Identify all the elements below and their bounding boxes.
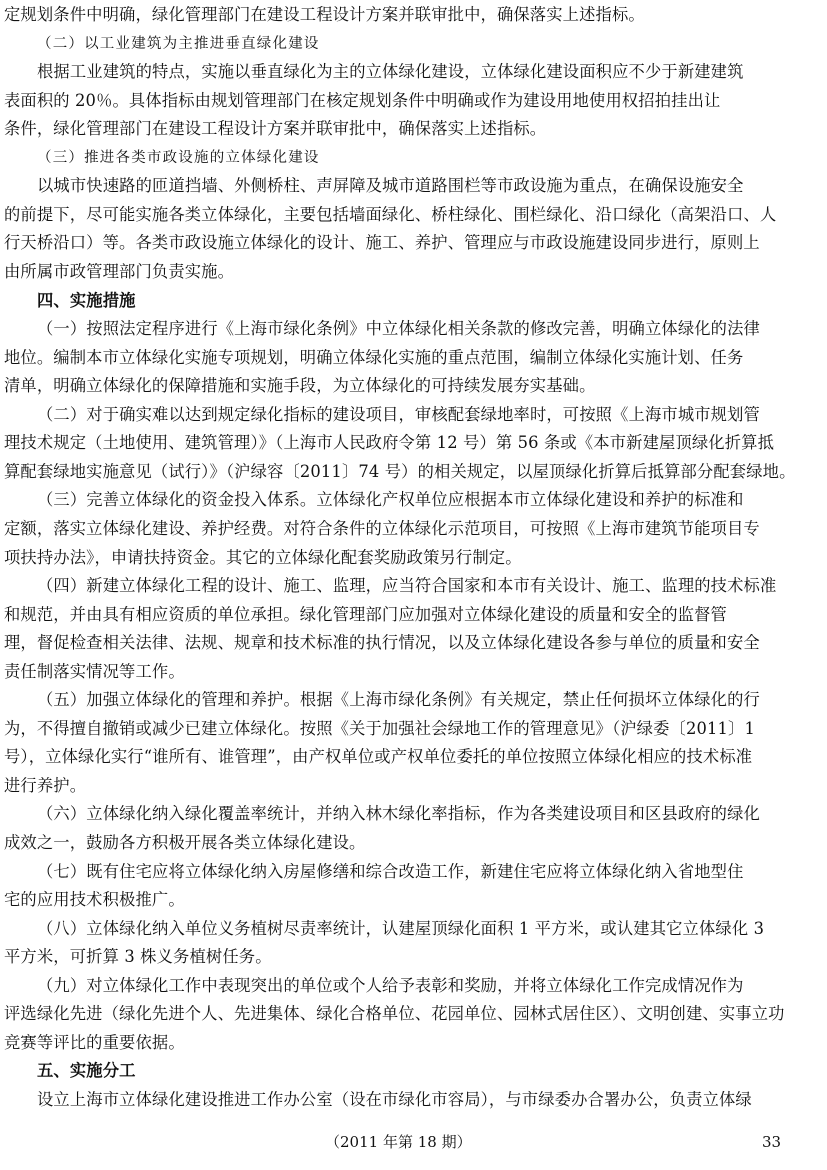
text-line: 责任制落实情况等工作。 [4, 661, 185, 681]
text-line: 进行养护。 [4, 775, 87, 795]
text-line: 理技术规定（土地使用、建筑管理）》（上海市人民政府令第 12 号）第 56 条或《本市新建屋顶绿化折算抵 [4, 433, 775, 453]
text-line: 成效之一，鼓励各方积极开展各类立体绿化建设。 [4, 833, 366, 852]
text-line: 以城市快速路的匝道挡墙、外侧桥柱、声屏障及城市道路围栏等市政设施为重点，在确保设施安全 [37, 176, 744, 196]
text-line: 地位。编制本市立体绿化实施专项规划，明确立体绿化实施的重点范围，编制立体绿化实施计划、任务 [4, 347, 744, 367]
text-line: 定规划条件中明确，绿化管理部门在建设工程设计方案并联审批中，确保落实上述指标。 [4, 5, 645, 24]
text-line: 算配套绿地实施意见（试行）》（沪绿容〔2011〕74 号）的相关规定，以屋顶绿化折算后抵算部分配套绿地。 [4, 461, 796, 481]
text-line: 平方米，可折算 3 株义务植树任务。 [4, 947, 272, 967]
section-heading: 四、实施措施 [37, 290, 136, 310]
text-line: 由所属市政管理部门负责实施。 [4, 261, 235, 281]
text-line: 条件，绿化管理部门在建设工程设计方案并联审批中，确保落实上述指标。 [4, 119, 547, 139]
text-line: 和规范，并由具有相应资质的单位承担。绿化管理部门应加强对立体绿化建设的质量和安全的监督管 [4, 604, 727, 624]
text-line: 宅的应用技术积极推广。 [4, 890, 185, 910]
text-line: （八）立体绿化纳入单位义务植树尽责率统计，认建屋顶绿化面积 1 平方米，或认建其它立体绿化 3 [37, 918, 765, 938]
text-line: （六）立体绿化纳入绿化覆盖率统计，并纳入林木绿化率指标，作为各类建设项目和区县政府的绿化 [37, 804, 760, 824]
text-line: 设立上海市立体绿化建设推进工作办公室（设在市绿化市容局），与市绿委办合署办公，负责立体绿 [37, 1089, 752, 1109]
text-line: 项扶持办法》，申请扶持资金。其它的立体绿化配套奖励政策另行制定。 [4, 547, 522, 567]
text-line: 号），立体绿化实行“谁所有、谁管理”，由产权单位或产权单位委托的单位按照立体绿化相应的技术标准 [4, 747, 753, 767]
text-line: （二）对于确实难以达到规定绿化指标的建设项目，审核配套绿地率时，可按照《上海市城市规划管 [37, 404, 760, 424]
subsection-heading: （二）以工业建筑为主推进垂直绿化建设 [37, 35, 320, 52]
text-line: 清单，明确立体绿化的保障措施和实施手段，为立体绿化的可持续发展夯实基础。 [4, 376, 596, 396]
text-line: 为，不得擅自撤销或减少已建立体绿化。按照《关于加强社会绿地工作的管理意见》（沪绿委〔2011〕1 [4, 718, 755, 738]
text-line: 定额，落实立体绿化建设、养护经费。对符合条件的立体绿化示范项目，可按照《上海市建筑节能项目专 [4, 518, 760, 538]
text-line: 根据工业建筑的特点，实施以垂直绿化为主的立体绿化建设，立体绿化建设面积应不少于新建建筑 [37, 62, 744, 82]
text-line: （九）对立体绿化工作中表现突出的单位或个人给予表彰和奖励，并将立体绿化工作完成情况作为 [37, 975, 744, 995]
page-footer [0, 1127, 827, 1157]
text-line: 竞赛等评比的重要依据。 [4, 1032, 185, 1052]
section-heading: 五、实施分工 [37, 1061, 136, 1081]
text-line: 的前提下，尽可能实施各类立体绿化，主要包括墙面绿化、桥柱绿化、围栏绿化、沿口绿化（高架沿口、人 [4, 204, 777, 224]
issue-label: （2011 年第 18 期） [325, 1133, 472, 1151]
text-line: （七）既有住宅应将立体绿化纳入房屋修缮和综合改造工作，新建住宅应将立体绿化纳入省地型住 [37, 861, 744, 881]
text-line: （四）新建立体绿化工程的设计、施工、监理，应当符合国家和本市有关设计、施工、监理的技术标准 [37, 576, 777, 595]
text-line: （一）按照法定程序进行《上海市绿化条例》中立体绿化相关条款的修改完善，明确立体绿化的法律 [37, 319, 760, 339]
text-line: （三）完善立体绿化的资金投入体系。立体绿化产权单位应根据本市立体绿化建设和养护的标准和 [37, 490, 744, 510]
text-line: 行天桥沿口）等。各类市政设施立体绿化的设计、施工、养护、管理应与市政设施建设同步进行，原则上 [4, 233, 760, 253]
subsection-heading: （三）推进各类市政设施的立体绿化建设 [37, 149, 320, 166]
text-line: 理，督促检查相关法律、法规、规章和技术标准的执行情况，以及立体绿化建设各参与单位的质量和安全 [4, 633, 760, 653]
page-number: 33 [762, 1133, 782, 1151]
text-line: （五）加强立体绿化的管理和养护。根据《上海市绿化条例》有关规定，禁止任何损坏立体绿化的行 [37, 690, 760, 710]
text-line: 评选绿化先进（绿化先进个人、先进集体、绿化合格单位、花园单位、园林式居住区）、文明创建、实事立功 [4, 1004, 785, 1024]
text-line: 表面积的 20％。具体指标由规划管理部门在核定规划条件中明确或作为建设用地使用权招拍挂出让 [4, 90, 721, 110]
